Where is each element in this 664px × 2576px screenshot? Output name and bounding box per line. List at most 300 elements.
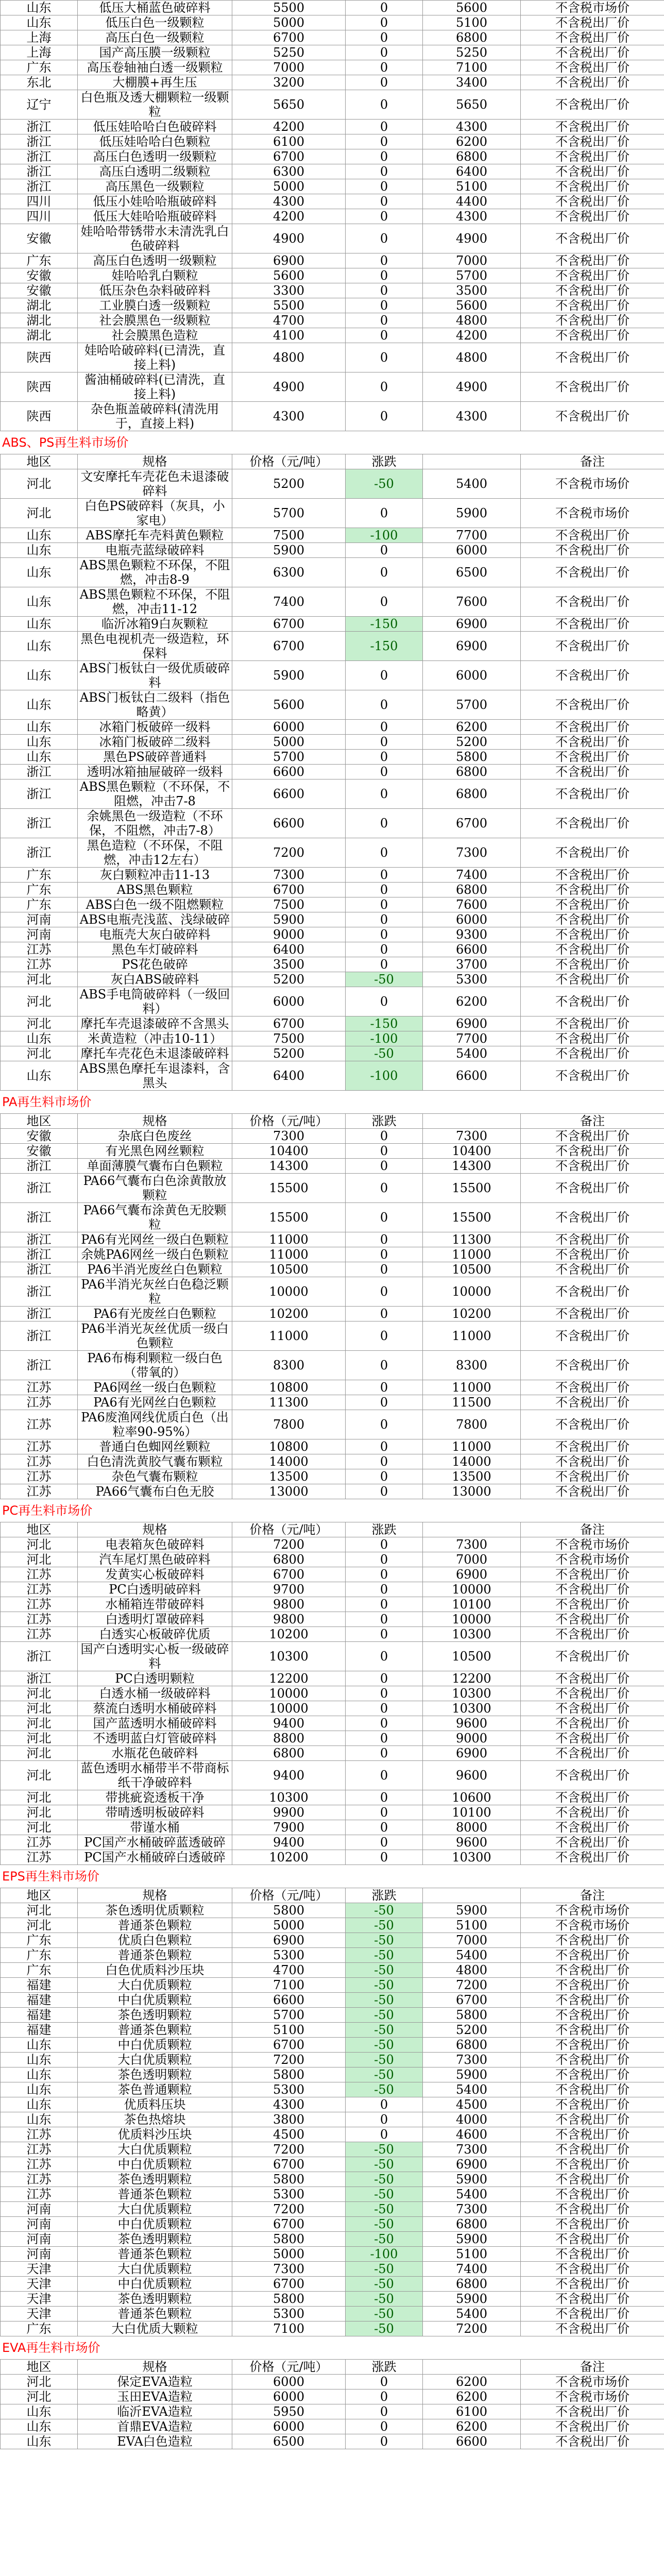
table-row <box>1 2277 664 2292</box>
diff-cell: 0 <box>346 1395 423 1410</box>
region-cell: 山东 <box>1 735 78 750</box>
region-cell: 山东 <box>1 1031 78 1046</box>
diff-cell: -50 <box>346 2067 423 2082</box>
price2-cell: 6600 <box>423 2434 521 2449</box>
spec-cell: 普通茶色颗粒 <box>78 2307 232 2321</box>
region-cell: 河北 <box>1 1820 78 1835</box>
note-cell: 不含税出厂价 <box>521 1061 664 1091</box>
diff-cell: -50 <box>346 2172 423 2187</box>
spec-cell: 电瓶壳大灰白破碎料 <box>78 927 232 942</box>
diff-cell: 0 <box>346 1761 423 1790</box>
price2-cell: 10000 <box>423 1277 521 1307</box>
table-row <box>1 1410 664 1439</box>
section-title: ABS、PS再生料市场价 <box>2 435 129 450</box>
price2-cell: 4800 <box>423 343 521 372</box>
price2-cell: 7200 <box>423 1978 521 1993</box>
table-row <box>1 164 664 179</box>
column-header <box>423 1888 521 1903</box>
price2-cell: 6800 <box>423 30 521 45</box>
table-row <box>1 2232 664 2247</box>
region-cell: 江苏 <box>1 1439 78 1454</box>
diff-cell: 0 <box>346 543 423 558</box>
price2-cell: 5600 <box>423 298 521 313</box>
price2-cell: 7300 <box>423 2202 521 2217</box>
note-cell: 不含税出厂价 <box>521 194 664 209</box>
table-row <box>1 1612 664 1627</box>
table-row <box>1 1761 664 1790</box>
column-header: 涨跌 <box>346 1888 423 1903</box>
diff-cell: -50 <box>346 2157 423 2172</box>
price2-cell: 3500 <box>423 283 521 298</box>
table-row <box>1 372 664 402</box>
spec-cell: 高压白色一级颗粒 <box>78 30 232 45</box>
table-row <box>1 2187 664 2202</box>
price-cell: 9700 <box>232 1582 346 1597</box>
region-cell: 河北 <box>1 2389 78 2404</box>
region-cell: 山东 <box>1 690 78 720</box>
column-header <box>423 1114 521 1129</box>
note-cell: 不含税出厂价 <box>521 1016 664 1031</box>
price-cell: 4200 <box>232 209 346 224</box>
diff-cell: 0 <box>346 750 423 765</box>
spec-cell: ABS电瓶壳浅蓝、浅绿破碎 <box>78 912 232 927</box>
region-cell: 广东 <box>1 883 78 897</box>
table-row <box>1 298 664 313</box>
price2-cell: 6800 <box>423 2038 521 2053</box>
region-cell: 河北 <box>1 499 78 528</box>
note-cell: 不含税出厂价 <box>521 1046 664 1061</box>
diff-cell: 0 <box>346 2419 423 2434</box>
column-header <box>423 1522 521 1537</box>
price2-cell: 13500 <box>423 1469 521 1484</box>
diff-cell: 0 <box>346 283 423 298</box>
spec-cell: 蔡流白透明水桶破碎料 <box>78 1701 232 1716</box>
table-row <box>1 134 664 149</box>
table-row <box>1 2247 664 2262</box>
region-cell: 上海 <box>1 45 78 60</box>
spec-cell: 中白优质颗粒 <box>78 2277 232 2292</box>
table-row <box>1 1701 664 1716</box>
table-row <box>1 1948 664 1963</box>
price-cell: 7200 <box>232 2142 346 2157</box>
note-cell: 不含税出厂价 <box>521 1933 664 1948</box>
column-header: 涨跌 <box>346 1522 423 1537</box>
price2-cell: 6800 <box>423 2217 521 2232</box>
diff-cell: 0 <box>346 987 423 1016</box>
table-row <box>1 1031 664 1046</box>
column-header: 价格（元/吨） <box>232 1114 346 1129</box>
table-row <box>1 1537 664 1552</box>
price2-cell: 11500 <box>423 1395 521 1410</box>
region-cell: 河北 <box>1 972 78 987</box>
column-header: 涨跌 <box>346 454 423 469</box>
table-row <box>1 1395 664 1410</box>
table-header-row <box>1 1114 664 1129</box>
note-cell: 不含税出厂价 <box>521 2008 664 2023</box>
diff-cell: 0 <box>346 298 423 313</box>
spec-cell: 低压小娃哈哈瓶破碎料 <box>78 194 232 209</box>
spec-cell: 茶色透明优质颗粒 <box>78 1903 232 1918</box>
spec-cell: 茶色透明颗粒 <box>78 2232 232 2247</box>
table-row <box>1 1380 664 1395</box>
note-cell: 不含税出厂价 <box>521 2097 664 2112</box>
note-cell: 不含税出厂价 <box>521 298 664 313</box>
table-row <box>1 2127 664 2142</box>
price2-cell: 6200 <box>423 720 521 735</box>
region-cell: 安徽 <box>1 268 78 283</box>
price-cell: 4300 <box>232 402 346 431</box>
price2-cell: 5200 <box>423 735 521 750</box>
column-header: 规格 <box>78 2360 232 2375</box>
price-cell: 6700 <box>232 30 346 45</box>
table-row <box>1 1159 664 1174</box>
price2-cell: 4600 <box>423 2127 521 2142</box>
price2-cell: 13000 <box>423 1484 521 1499</box>
table-row <box>1 1144 664 1159</box>
table-row <box>1 735 664 750</box>
price2-cell: 6800 <box>423 779 521 809</box>
price2-cell: 4900 <box>423 224 521 253</box>
spec-cell: 普通茶色颗粒 <box>78 2023 232 2038</box>
spec-cell: 普通茶色颗粒 <box>78 2247 232 2262</box>
price-cell: 6000 <box>232 2419 346 2434</box>
note-cell: 不含税出厂价 <box>521 2067 664 2082</box>
spec-cell: ABS门板钛白二级料（指色略黄） <box>78 690 232 720</box>
note-cell: 不含税出厂价 <box>521 2247 664 2262</box>
price2-cell: 7800 <box>423 1410 521 1439</box>
spec-cell: 汽车尾灯黑色破碎料 <box>78 1552 232 1567</box>
price2-cell: 14300 <box>423 1159 521 1174</box>
table-row <box>1 883 664 897</box>
price-cell: 4500 <box>232 2127 346 2142</box>
spec-cell: 优质白色颗粒 <box>78 1933 232 1948</box>
diff-cell: 0 <box>346 690 423 720</box>
note-cell: 不含税出厂价 <box>521 1277 664 1307</box>
table-row <box>1 1978 664 1993</box>
price2-cell: 11000 <box>423 1321 521 1351</box>
price-cell: 5650 <box>232 90 346 120</box>
price2-cell: 6100 <box>423 2404 521 2419</box>
spec-cell: 带挑疵瓷透板干净 <box>78 1790 232 1805</box>
price2-cell: 5900 <box>423 2292 521 2307</box>
diff-cell: 0 <box>346 1262 423 1277</box>
diff-cell: 0 <box>346 1642 423 1671</box>
price2-cell: 10300 <box>423 1850 521 1865</box>
note-cell: 不含税出厂价 <box>521 1761 664 1790</box>
price2-cell: 5400 <box>423 2187 521 2202</box>
note-cell: 不含税出厂价 <box>521 2419 664 2434</box>
note-cell: 不含税出厂价 <box>521 617 664 632</box>
spec-cell: 余姚PA6网丝一级白色颗粒 <box>78 1247 232 1262</box>
diff-cell: 0 <box>346 164 423 179</box>
diff-cell: 0 <box>346 1159 423 1174</box>
region-cell: 广东 <box>1 60 78 75</box>
region-cell: 江苏 <box>1 1850 78 1865</box>
diff-cell: 0 <box>346 372 423 402</box>
table-row <box>1 1247 664 1262</box>
price-table <box>0 2359 664 2449</box>
note-cell: 不含税出厂价 <box>521 543 664 558</box>
region-cell: 浙江 <box>1 164 78 179</box>
region-cell: 安徽 <box>1 224 78 253</box>
spec-cell: 摩托车壳退漆破碎不含黑头 <box>78 1016 232 1031</box>
price-cell: 5100 <box>232 2023 346 2038</box>
spec-cell: PC国产水桶破碎白透破碎 <box>78 1850 232 1865</box>
spec-cell: 白色PS破碎料（灰具，小家电） <box>78 499 232 528</box>
column-header <box>423 454 521 469</box>
region-cell: 上海 <box>1 30 78 45</box>
table-row <box>1 1262 664 1277</box>
spec-cell: 茶色透明颗粒 <box>78 2172 232 2187</box>
price2-cell: 7300 <box>423 2142 521 2157</box>
table-row <box>1 2067 664 2082</box>
table-row <box>1 283 664 298</box>
price-cell: 5200 <box>232 972 346 987</box>
price2-cell: 6200 <box>423 134 521 149</box>
spec-cell: PA66气囊布白色涂黄散放颗粒 <box>78 1174 232 1203</box>
table-row <box>1 268 664 283</box>
table-row <box>1 1129 664 1144</box>
region-cell: 浙江 <box>1 838 78 868</box>
section-title: PA再生料市场价 <box>2 1095 92 1109</box>
diff-cell: -100 <box>346 1031 423 1046</box>
price2-cell: 6700 <box>423 809 521 838</box>
note-cell: 不含税出厂价 <box>521 1469 664 1484</box>
table-row <box>1 179 664 194</box>
price-cell: 10200 <box>232 1307 346 1321</box>
column-header: 价格（元/吨） <box>232 1522 346 1537</box>
region-cell: 山东 <box>1 543 78 558</box>
region-cell: 浙江 <box>1 134 78 149</box>
note-cell: 不含税出厂价 <box>521 587 664 617</box>
region-cell: 山东 <box>1 587 78 617</box>
region-cell: 浙江 <box>1 1203 78 1232</box>
region-cell: 浙江 <box>1 779 78 809</box>
spec-cell: 普通茶色颗粒 <box>78 1948 232 1963</box>
price-cell: 3200 <box>232 75 346 90</box>
price-cell: 6300 <box>232 164 346 179</box>
note-cell: 不含税出厂价 <box>521 328 664 343</box>
spec-cell: 电表箱灰色破碎料 <box>78 1537 232 1552</box>
table-row <box>1 1671 664 1686</box>
table-row <box>1 2262 664 2277</box>
region-cell: 浙江 <box>1 1277 78 1307</box>
note-cell: 不含税出厂价 <box>521 2202 664 2217</box>
note-cell: 不含税出厂价 <box>521 1031 664 1046</box>
spec-cell: PA66气囊布涂黄色无胶颗粒 <box>78 1203 232 1232</box>
region-cell: 山东 <box>1 2434 78 2449</box>
table-row <box>1 809 664 838</box>
price-cell: 9000 <box>232 927 346 942</box>
region-cell: 福建 <box>1 1978 78 1993</box>
spec-cell: PA6布梅利颗粒一级白色（带氧的） <box>78 1351 232 1380</box>
price2-cell: 5600 <box>423 1 521 15</box>
table-row <box>1 2375 664 2389</box>
note-cell: 不含税出厂价 <box>521 1805 664 1820</box>
table-row <box>1 1805 664 1820</box>
price2-cell: 6400 <box>423 164 521 179</box>
note-cell: 不含税出厂价 <box>521 179 664 194</box>
price2-cell: 5100 <box>423 15 521 30</box>
price2-cell: 6200 <box>423 2389 521 2404</box>
note-cell: 不含税出厂价 <box>521 224 664 253</box>
note-cell: 不含税市场价 <box>521 469 664 499</box>
region-cell: 山东 <box>1 720 78 735</box>
note-cell: 不含税出厂价 <box>521 750 664 765</box>
diff-cell: 0 <box>346 838 423 868</box>
price-cell: 7200 <box>232 2202 346 2217</box>
spec-cell: 首鼎EVA造粒 <box>78 2419 232 2434</box>
price2-cell: 4000 <box>423 2112 521 2127</box>
region-cell: 山东 <box>1 2038 78 2053</box>
price2-cell: 15500 <box>423 1203 521 1232</box>
region-cell: 浙江 <box>1 1671 78 1686</box>
region-cell: 天津 <box>1 2262 78 2277</box>
column-header: 涨跌 <box>346 1114 423 1129</box>
price-cell: 5000 <box>232 15 346 30</box>
spec-cell: 大白优质颗粒 <box>78 2262 232 2277</box>
spec-cell: 社会膜黑色一级颗粒 <box>78 313 232 328</box>
table-row <box>1 897 664 912</box>
section-title: EVA再生料市场价 <box>2 2341 100 2355</box>
table-row <box>1 402 664 431</box>
region-cell: 江苏 <box>1 1612 78 1627</box>
spec-cell: 娃哈哈乳白颗粒 <box>78 268 232 283</box>
price-cell: 5300 <box>232 1948 346 1963</box>
price-cell: 5200 <box>232 1046 346 1061</box>
price2-cell: 11000 <box>423 1247 521 1262</box>
diff-cell: -50 <box>346 2187 423 2202</box>
price-cell: 6700 <box>232 1016 346 1031</box>
spec-cell: 白色瓶及透大棚颗粒一级颗粒 <box>78 90 232 120</box>
note-cell: 不含税出厂价 <box>521 1567 664 1582</box>
spec-cell: 白透明灯罩破碎料 <box>78 1612 232 1627</box>
price2-cell: 4500 <box>423 2097 521 2112</box>
spec-cell: 中白优质颗粒 <box>78 2157 232 2172</box>
price2-cell: 14000 <box>423 1454 521 1469</box>
price-cell: 7400 <box>232 587 346 617</box>
table-row <box>1 543 664 558</box>
region-cell: 广东 <box>1 253 78 268</box>
diff-cell: 0 <box>346 60 423 75</box>
price2-cell: 10000 <box>423 1612 521 1627</box>
table-row <box>1 1484 664 1499</box>
table-row <box>1 1174 664 1203</box>
table-row <box>1 194 664 209</box>
price2-cell: 4800 <box>423 313 521 328</box>
price2-cell: 4800 <box>423 1963 521 1978</box>
price-cell: 5900 <box>232 912 346 927</box>
note-cell: 不含税出厂价 <box>521 868 664 883</box>
section-title: EPS再生料市场价 <box>2 1869 99 1884</box>
diff-cell: 0 <box>346 1 423 15</box>
table-row <box>1 779 664 809</box>
spec-cell: 黑色PS破碎普通料 <box>78 750 232 765</box>
spec-cell: 普通茶色颗粒 <box>78 1918 232 1933</box>
region-cell: 江苏 <box>1 1835 78 1850</box>
region-cell: 河南 <box>1 927 78 942</box>
note-cell: 不含税出厂价 <box>521 2112 664 2127</box>
region-cell: 河北 <box>1 1686 78 1701</box>
price2-cell: 7700 <box>423 528 521 543</box>
price-cell: 6000 <box>232 987 346 1016</box>
price-cell: 7000 <box>232 60 346 75</box>
spec-cell: 茶色透明颗粒 <box>78 2292 232 2307</box>
table-row <box>1 30 664 45</box>
note-cell: 不含税出厂价 <box>521 632 664 661</box>
note-cell: 不含税出厂价 <box>521 2127 664 2142</box>
table-row <box>1 1307 664 1321</box>
region-cell: 广东 <box>1 1963 78 1978</box>
spec-cell: 杂底白色废丝 <box>78 1129 232 1144</box>
diff-cell: 0 <box>346 1567 423 1582</box>
spec-cell: 杂色瓶盖破碎料(清洗用于，直接上料) <box>78 402 232 431</box>
spec-cell: 白色优质料沙压块 <box>78 1963 232 1978</box>
note-cell: 不含税市场价 <box>521 2389 664 2404</box>
region-cell: 江苏 <box>1 1454 78 1469</box>
diff-cell: 0 <box>346 1850 423 1865</box>
price-cell: 6100 <box>232 134 346 149</box>
table-row <box>1 558 664 587</box>
region-cell: 广东 <box>1 897 78 912</box>
note-cell: 不含税市场价 <box>521 1552 664 1567</box>
region-cell: 山东 <box>1 2112 78 2127</box>
table-row <box>1 1835 664 1850</box>
table-row <box>1 2142 664 2157</box>
diff-cell: -50 <box>346 2023 423 2038</box>
diff-cell: 0 <box>346 45 423 60</box>
region-cell: 湖北 <box>1 313 78 328</box>
note-cell: 不含税出厂价 <box>521 1850 664 1865</box>
spec-cell: 杂色气囊布颗粒 <box>78 1469 232 1484</box>
price-cell: 6700 <box>232 617 346 632</box>
region-cell: 陕西 <box>1 402 78 431</box>
price-cell: 14300 <box>232 1159 346 1174</box>
price2-cell: 6600 <box>423 942 521 957</box>
price2-cell: 10500 <box>423 1642 521 1671</box>
price-cell: 4900 <box>232 224 346 253</box>
table-row <box>1 1232 664 1247</box>
price-cell: 5700 <box>232 750 346 765</box>
price2-cell: 5400 <box>423 2082 521 2097</box>
region-cell: 江苏 <box>1 1469 78 1484</box>
note-cell: 不含税出厂价 <box>521 1746 664 1761</box>
table-row <box>1 224 664 253</box>
spec-cell: 不透明蓝白灯管破碎料 <box>78 1731 232 1746</box>
price-cell: 5600 <box>232 268 346 283</box>
price-cell: 10200 <box>232 1627 346 1642</box>
region-cell: 山东 <box>1 2053 78 2067</box>
price-cell: 5300 <box>232 2082 346 2097</box>
price-cell: 8300 <box>232 1351 346 1380</box>
price2-cell: 15500 <box>423 1174 521 1203</box>
spec-cell: 高压白透明二级颗粒 <box>78 164 232 179</box>
table-row <box>1 1716 664 1731</box>
region-cell: 河北 <box>1 987 78 1016</box>
region-cell: 河南 <box>1 2232 78 2247</box>
diff-cell: 0 <box>346 75 423 90</box>
diff-cell: 0 <box>346 809 423 838</box>
table-row <box>1 209 664 224</box>
diff-cell: -50 <box>346 2038 423 2053</box>
diff-cell: -100 <box>346 528 423 543</box>
price2-cell: 5700 <box>423 690 521 720</box>
table-row <box>1 1567 664 1582</box>
price-cell: 6400 <box>232 942 346 957</box>
price-cell: 5500 <box>232 1 346 15</box>
region-cell: 广东 <box>1 868 78 883</box>
diff-cell: -50 <box>346 2292 423 2307</box>
